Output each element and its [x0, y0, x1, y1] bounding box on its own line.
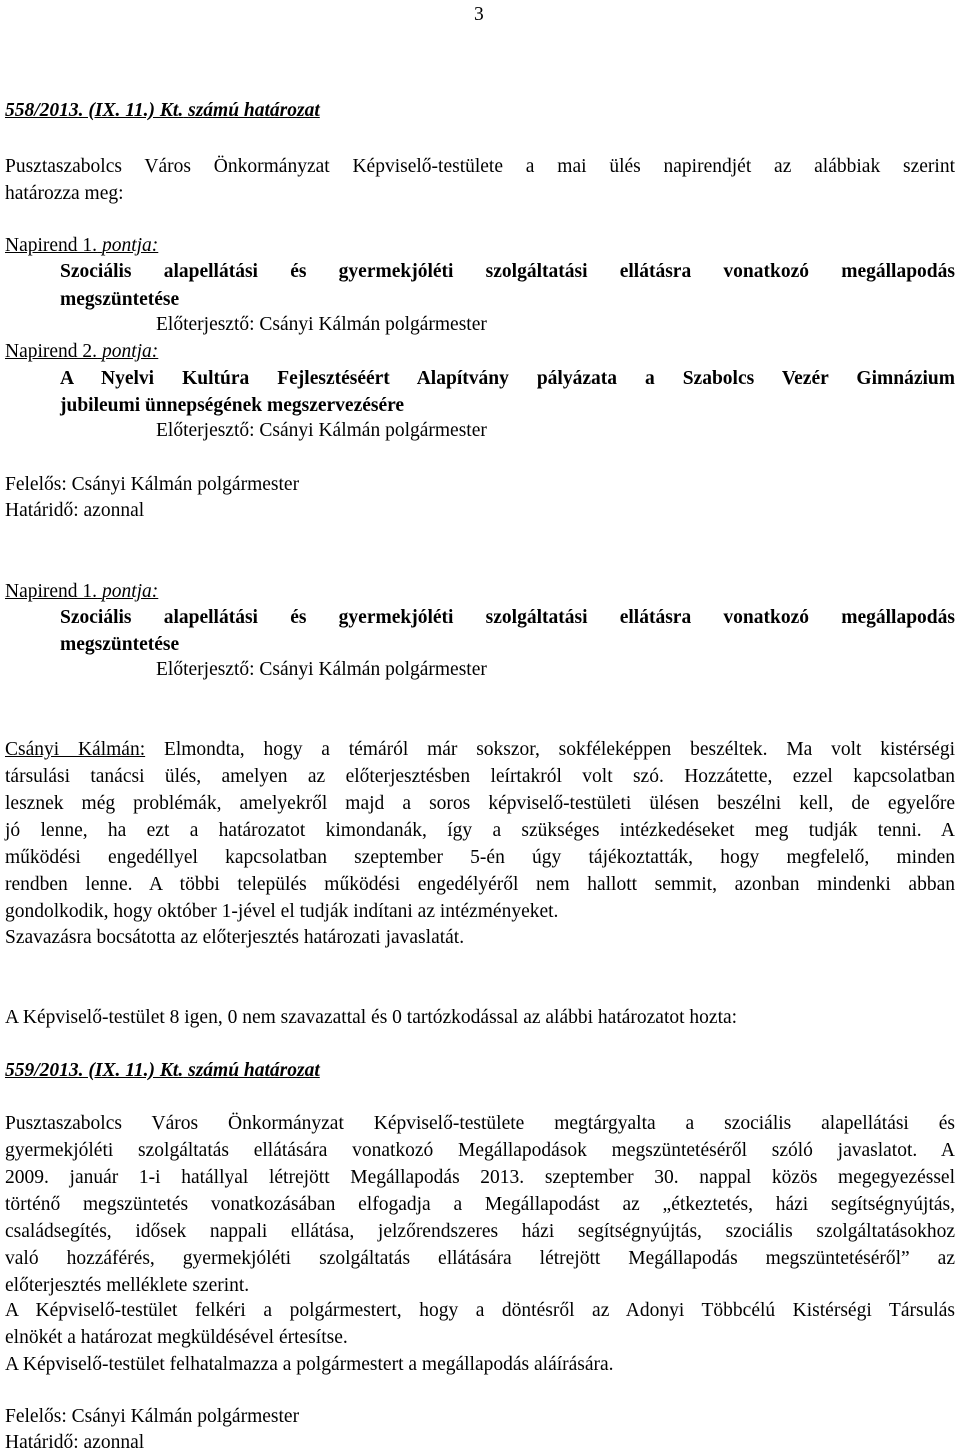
- agenda-item-presenter: Előterjesztő: Csányi Kálmán polgármester: [156, 420, 487, 441]
- agenda-section-presenter: Előterjesztő: Csányi Kálmán polgármester: [156, 659, 487, 680]
- agenda-section-title: Szociális alapellátási és gyermekjóléti szolgáltatási ellátásra vonatkozó megállapodás: [60, 607, 955, 628]
- resolution-title-suffix: számú határozat: [188, 1060, 320, 1081]
- discussion-line: működési engedéllyel kapcsolatban szeptember 5-én úgy tájékoztatták, hogy megfelelő, minden: [5, 847, 955, 868]
- discussion-line: gondolkodik, hogy október 1-jével el tudják indítani az intézményeket.: [5, 901, 559, 922]
- resolution-text-line: 2009. január 1-i hatállyal létrejött Megállapodás 2013. szeptember 30. nappal közös megegyezéssel: [5, 1167, 955, 1188]
- speaker-name: Csányi Kálmán:: [5, 739, 146, 760]
- agenda-section-label: Napirend 1. pontja:: [5, 581, 159, 602]
- discussion-line: társulási tanácsi ülés, amelyen az előterjesztésben leírtakról volt szó. Hozzátette, ezzel kapcsolatban: [5, 766, 955, 787]
- resolution-text-line: gyermekjóléti szolgáltatás ellátására vonatkozó Megállapodások megszüntetéséről szóló javaslatot. A: [5, 1140, 955, 1161]
- discussion-line: jó lenne, ha ezt a határozatot kimondanák, így a szükséges intézkedéseket meg tudják tenni. A: [5, 820, 955, 841]
- vote-call: Szavazásra bocsátotta az előterjesztés határozati javaslatát.: [5, 927, 465, 948]
- resolution-heading: [5, 99, 320, 123]
- vote-result: A Képviselő-testület 8 igen, 0 nem szavazattal és 0 tartózkodással az alábbi határozatot hozta:: [5, 1007, 738, 1028]
- responsible: Felelős: Csányi Kálmán polgármester: [5, 474, 300, 495]
- resolution-heading: [5, 1059, 320, 1083]
- resolution-text-line: Pusztaszabolcs Város Önkormányzat Képviselő-testülete megtárgyalta a szociális alapellátási és: [5, 1113, 955, 1134]
- discussion-line: rendben lenne. A többi település működési engedélyéről nem hallott semmit, azonban mindenki abban: [5, 874, 955, 895]
- resolution-text-line: elnökét a határozat megküldésével értesítse.: [5, 1327, 348, 1348]
- agenda-section-title: megszüntetése: [60, 634, 180, 655]
- discussion-line: lesznek még problémák, amelyekről majd a soros képviselő-testületi ülésen beszélni kell, de egyelőre: [5, 793, 955, 814]
- agenda-item-label: Napirend 1. pontja:: [5, 235, 159, 256]
- resolution-intro-line: határozza meg:: [5, 183, 124, 204]
- discussion-first-line: Csányi Kálmán: Elmondta, hogy a témáról már sokszor, sokféleképpen beszéltek. Ma volt kistérségi: [5, 739, 955, 760]
- deadline: Határidő: azonnal: [5, 1432, 145, 1453]
- resolution-text-line: történő megszüntetés vonatkozásában elfogadja a Megállapodást az „étkeztetés, házi segítségnyújtás,: [5, 1194, 955, 1215]
- resolution-text-line: előterjesztés melléklete szerint.: [5, 1275, 250, 1296]
- resolution-number: 558/2013. (IX. 11.) Kt.: [5, 100, 184, 121]
- agenda-item-presenter: Előterjesztő: Csányi Kálmán polgármester: [156, 314, 487, 335]
- resolution-intro-line: Pusztaszabolcs Város Önkormányzat Képviselő-testülete a mai ülés napirendjét az alábbiak szerint: [5, 156, 955, 177]
- resolution-text-line: való hozzáférés, gyermekjóléti szolgáltatás ellátására létrejött Megállapodás megszüntetéséről” az: [5, 1248, 955, 1269]
- agenda-item-title: megszüntetése: [60, 289, 180, 310]
- resolution-text-line: A Képviselő-testület felhatalmazza a polgármestert a megállapodás aláírására.: [5, 1354, 614, 1375]
- deadline: Határidő: azonnal: [5, 500, 145, 521]
- resolution-title-suffix: számú határozat: [188, 100, 320, 121]
- resolution-text-line: A Képviselő-testület felkéri a polgármestert, hogy a döntésről az Adonyi Többcélú Kistérségi Társulás: [5, 1300, 955, 1321]
- resolution-text-line: családsegítés, idősek nappali ellátása, jelzőrendszeres házi segítségnyújtás, szociális szolgáltatásokhoz: [5, 1221, 955, 1242]
- agenda-item-label: Napirend 2. pontja:: [5, 341, 159, 362]
- agenda-item-title: Szociális alapellátási és gyermekjóléti szolgáltatási ellátásra vonatkozó megállapodás: [60, 261, 955, 282]
- agenda-item-title: A Nyelvi Kultúra Fejlesztéséért Alapítvány pályázata a Szabolcs Vezér Gimnázium: [60, 368, 955, 389]
- page-number: 3: [474, 4, 484, 25]
- resolution-number: 559/2013. (IX. 11.) Kt.: [5, 1060, 184, 1081]
- responsible: Felelős: Csányi Kálmán polgármester: [5, 1406, 300, 1427]
- agenda-item-title: jubileumi ünnepségének megszervezésére: [60, 395, 405, 416]
